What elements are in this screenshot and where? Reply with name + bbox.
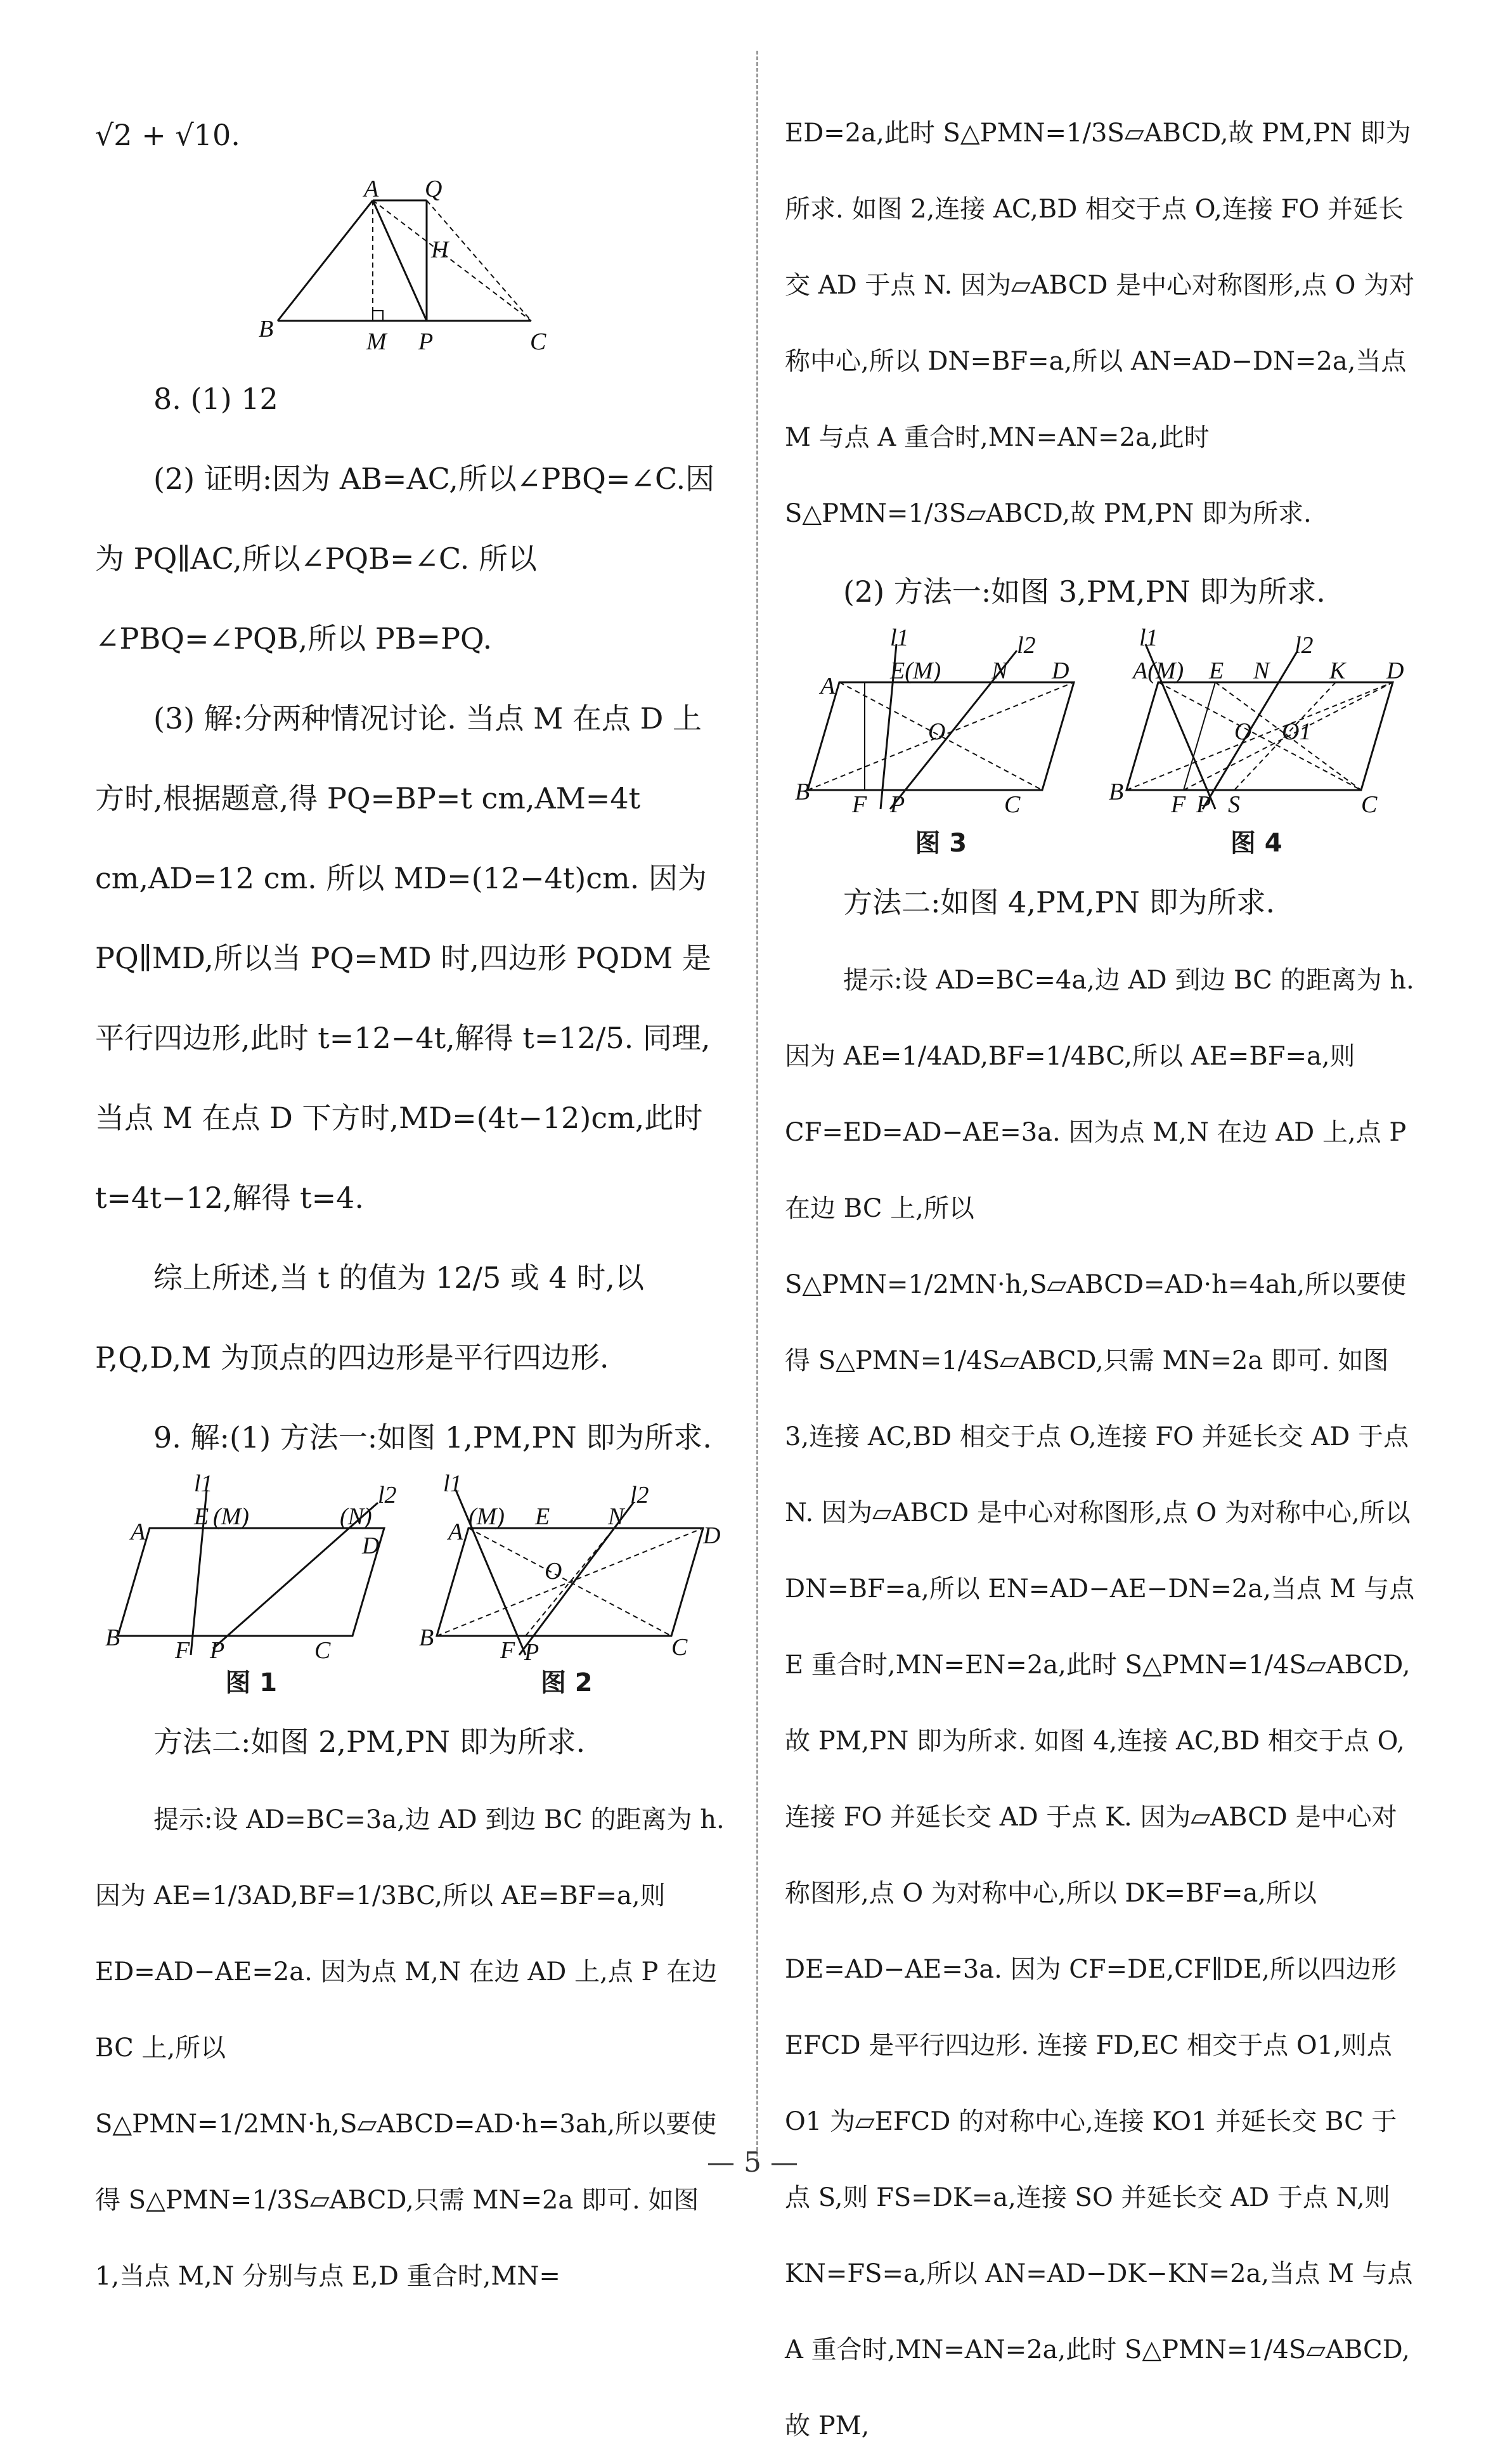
figure-4-caption: 图 4 [1230, 829, 1282, 858]
q8-part2: (2) 证明:因为 AB=AC,所以∠PBQ=∠C.因为 PQ∥AC,所以∠PQB=∠C. 所以∠PBQ=∠PQB,所以 PB=PQ. [95, 462, 715, 656]
label-D: D [1052, 658, 1069, 684]
figures-1-2 [95, 1470, 726, 1702]
label-M: (M) [213, 1503, 250, 1530]
label-N: N [607, 1503, 624, 1530]
label-A: A [363, 176, 378, 202]
label-P: P [890, 791, 905, 818]
label-D: D [702, 1522, 721, 1549]
label-P: P [210, 1637, 225, 1664]
label-D: D [362, 1533, 380, 1559]
part2-method1: (2) 方法一:如图 3,PM,PN 即为所求. [843, 574, 1326, 609]
hint-right: 提示:设 AD=BC=4a,边 AD 到边 BC 的距离为 h. 因为 AE=1/4AD,BF=1/4BC,所以 AE=BF=a,则 CF=ED=AD−AE=3a. 因为点 M,N 在边 AD 上,点 P 在边 BC 上,所以 S△PMN=1/2MN·h,S▱ABCD=AD·h=4ah,所以要使得 S△PMN=1/4S▱ABCD,只需 MN=2a 即可. 如图 3,连接 AC,BD 相交于点 O,连接 FO 并延长交 AD 于点 N. 因为▱ABCD 是中心对称图形,点 O 为对称中心,所以 DN=BF=a,所以 EN=AD−AE−DN=2a,当点 M 与点 E 重合时,MN=EN=2a,此时 S△PMN=1/4S▱ABCD,故 PM,PN 即为所求. 如图 4,连接 AC,BD 相交于点 O,连接 FO 并延长交 AD 于点 K. 因为▱ABCD 是中心对称图形,点 O 为对称中心,所以 DK=BF=a,所以 DE=AD−AE=3a. 因为 CF=DE,CF∥DE,所以四边形 EFCD 是平行四边形. 连接 FD,EC 相交于点 O1,则点 O1 为▱EFCD 的对称中心,连接 KO1 并延长交 BC 于点 S,则 FS=DK=a,连接 SO 并延长交 AD 于点 N,则 KN=FS=a,所以 AN=AD−DK−KN=2a,当点 M 与点 A 重合时,MN=AN=2a,此时 S△PMN=1/4S▱ABCD,故 PM, [785, 966, 1415, 2441]
figure-3 [795, 625, 1087, 862]
q9-part1: 9. 解:(1) 方法一:如图 1,PM,PN 即为所求. [153, 1420, 712, 1455]
left-column [95, 95, 726, 2314]
triangle-figure [246, 175, 576, 359]
label-N: (N) [340, 1503, 372, 1530]
label-F: F [852, 791, 867, 818]
label-B: B [258, 316, 273, 342]
label-E: E [194, 1503, 209, 1530]
label-l1: l1 [442, 1470, 462, 1497]
label-F: F [500, 1637, 515, 1664]
continuation-text: ED=2a,此时 S△PMN=1/3S▱ABCD,故 PM,PN 即为所求. 如图 2,连接 AC,BD 相交于点 O,连接 FO 并延长交 AD 于点 N. 因为▱ABCD 是中心对称图形,点 O 为对称中心,所以 DN=BF=a,所以 AN=AD−DN=2a,当点 M 与点 A 重合时,MN=AN=2a,此时 S△PMN=1/3S▱ABCD,故 PM,PN 即为所求. [785, 119, 1415, 528]
label-O1: O1 [1281, 718, 1312, 745]
column-divider [756, 51, 758, 2162]
label-H: H [430, 237, 448, 263]
label-C: C [1360, 791, 1378, 818]
figure-1-caption: 图 1 [225, 1668, 278, 1697]
label-l2: l2 [630, 1482, 649, 1508]
label-A: A [820, 673, 836, 699]
label-A: A [131, 1519, 146, 1545]
method2-left: 方法二:如图 2,PM,PN 即为所求. [153, 1725, 586, 1759]
figure-2 [418, 1470, 721, 1702]
label-A: A [448, 1519, 463, 1545]
label-P: P [524, 1639, 539, 1666]
label-B: B [795, 779, 810, 805]
label-l1: l1 [194, 1470, 213, 1497]
q8-part1: 8. (1) 12 [153, 382, 278, 416]
figure-1 [105, 1470, 397, 1702]
label-O: O [544, 1558, 562, 1585]
label-l1: l1 [1139, 625, 1158, 651]
label-P: P [1196, 791, 1211, 818]
label-M: (M) [468, 1503, 505, 1530]
figure-4 [1108, 625, 1405, 862]
label-B: B [1108, 779, 1123, 805]
label-N: N [1253, 658, 1270, 684]
q8-part3: (3) 解:分两种情况讨论. 当点 M 在点 D 上方时,根据题意,得 PQ=BP=t cm,AM=4t cm,AD=12 cm. 所以 MD=(12−4t)cm. 因为 PQ∥MD,所以当 PQ=MD 时,四边形 PQDM 是平行四边形,此时 t=12−4t,解得 t=12/5. 同理,当点 M 在点 D 下方时,MD=(4t−12)cm,此时 t=4t−12,解得 t=4. [95, 701, 711, 1215]
label-C: C [1004, 791, 1021, 818]
label-C: C [529, 328, 546, 355]
q8-summary: 综上所述,当 t 的值为 12/5 或 4 时,以 P,Q,D,M 为顶点的四边形是平行四边形. [95, 1261, 645, 1375]
label-Q: Q [424, 176, 442, 202]
label-O: O [1234, 718, 1252, 745]
label-l2: l2 [1294, 632, 1314, 659]
label-O: O [928, 718, 946, 745]
label-S: S [1227, 791, 1240, 818]
label-M: M [366, 328, 387, 355]
label-E: E [534, 1503, 550, 1530]
figures-3-4 [785, 625, 1416, 862]
label-EM: E(M) [890, 658, 941, 684]
label-F: F [1170, 791, 1185, 818]
label-C: C [314, 1637, 331, 1664]
label-D: D [1386, 658, 1404, 684]
label-l2: l2 [1017, 632, 1036, 659]
figure-2-caption: 图 2 [540, 1668, 593, 1697]
label-N: N [991, 658, 1008, 684]
label-E: E [1208, 658, 1224, 684]
top-line: √2 + √10. [95, 118, 240, 152]
right-column [785, 95, 1416, 2464]
label-F: F [175, 1637, 190, 1664]
label-l1: l1 [890, 625, 909, 651]
label-K: K [1329, 658, 1346, 684]
method2-right: 方法二:如图 4,PM,PN 即为所求. [843, 885, 1276, 919]
label-C: C [671, 1634, 688, 1661]
label-B: B [105, 1624, 120, 1651]
label-P: P [418, 328, 433, 355]
label-AM: A(M) [1132, 658, 1184, 684]
figure-3-caption: 图 3 [915, 829, 967, 858]
label-l2: l2 [378, 1482, 397, 1508]
label-B: B [418, 1624, 434, 1651]
page-number: — 5 — [707, 2146, 798, 2179]
hint-left: 提示:设 AD=BC=3a,边 AD 到边 BC 的距离为 h. 因为 AE=1/3AD,BF=1/3BC,所以 AE=BF=a,则 ED=AD−AE=2a. 因为点 M,N 在边 AD 上,点 P 在边 BC 上,所以 S△PMN=1/2MN·h,S▱ABCD=AD·h=3ah,所以要使得 S△PMN=1/3S▱ABCD,只需 MN=2a 即可. 如图 1,当点 M,N 分别与点 E,D 重合时,MN= [95, 1805, 725, 2291]
